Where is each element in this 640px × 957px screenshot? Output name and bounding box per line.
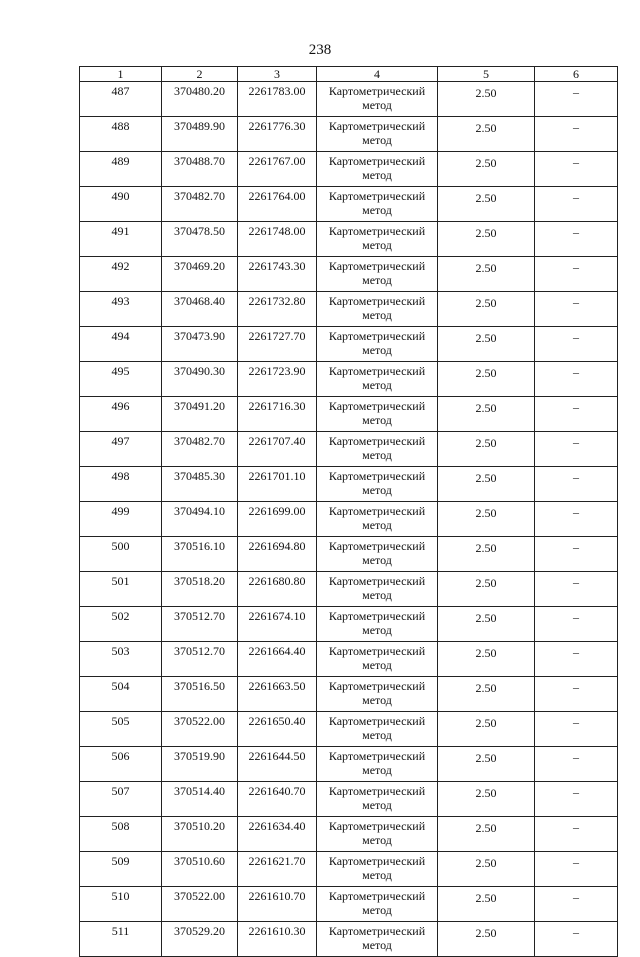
method-cell (317, 82, 438, 117)
method-line-1: Картометрический (328, 329, 426, 343)
table-row (80, 677, 618, 712)
y-coordinate-cell: 2261767.00 (238, 152, 317, 187)
y-coordinate-cell: 2261743.30 (238, 257, 317, 292)
x-coordinate-cell: 370514.40 (162, 782, 238, 817)
y-coordinate-cell: 2261680.80 (238, 572, 317, 607)
accuracy-cell: 2.50 (438, 817, 535, 852)
accuracy-cell: 2.50 (438, 432, 535, 467)
method-line-2: метод (362, 483, 392, 497)
method-cell (317, 187, 438, 222)
description-cell: – (535, 677, 618, 712)
x-coordinate-cell: 370488.70 (162, 152, 238, 187)
method-cell (317, 782, 438, 817)
method-line-1: Картометрический (328, 399, 426, 413)
description-cell: – (535, 642, 618, 677)
y-coordinate-cell: 2261640.70 (238, 782, 317, 817)
y-coordinate-cell: 2261732.80 (238, 292, 317, 327)
table-row (80, 572, 618, 607)
method-cell (317, 677, 438, 712)
method-line-2: метод (362, 343, 392, 357)
y-coordinate-cell: 2261776.30 (238, 117, 317, 152)
method-line-2: метод (362, 623, 392, 637)
method-line-2: метод (362, 798, 392, 812)
x-coordinate-cell: 370482.70 (162, 187, 238, 222)
method-cell (317, 712, 438, 747)
y-coordinate-cell: 2261674.10 (238, 607, 317, 642)
column-header-4: 4 (317, 67, 438, 82)
x-coordinate-cell: 370516.50 (162, 677, 238, 712)
method-cell (317, 117, 438, 152)
y-coordinate-cell: 2261716.30 (238, 397, 317, 432)
method-line-1: Картометрический (328, 819, 426, 833)
method-cell (317, 222, 438, 257)
method-cell (317, 327, 438, 362)
description-cell: – (535, 222, 618, 257)
method-line-2: метод (362, 168, 392, 182)
description-cell: – (535, 747, 618, 782)
method-line-2: метод (362, 728, 392, 742)
y-coordinate-cell: 2261621.70 (238, 852, 317, 887)
method-cell (317, 817, 438, 852)
x-coordinate-cell: 370512.70 (162, 607, 238, 642)
table-row (80, 502, 618, 537)
table-row (80, 817, 618, 852)
y-coordinate-cell: 2261610.30 (238, 922, 317, 957)
point-number-cell: 505 (80, 712, 162, 747)
method-cell (317, 922, 438, 957)
y-coordinate-cell: 2261783.00 (238, 82, 317, 117)
accuracy-cell: 2.50 (438, 887, 535, 922)
table-row (80, 117, 618, 152)
y-coordinate-cell: 2261764.00 (238, 187, 317, 222)
description-cell: – (535, 187, 618, 222)
point-number-cell: 503 (80, 642, 162, 677)
x-coordinate-cell: 370519.90 (162, 747, 238, 782)
y-coordinate-cell: 2261707.40 (238, 432, 317, 467)
point-number-cell: 499 (80, 502, 162, 537)
accuracy-cell: 2.50 (438, 292, 535, 327)
table-row (80, 467, 618, 502)
y-coordinate-cell: 2261699.00 (238, 502, 317, 537)
method-line-1: Картометрический (328, 749, 426, 763)
method-line-1: Картометрический (328, 364, 426, 378)
description-cell: – (535, 292, 618, 327)
column-header-1: 1 (80, 67, 162, 82)
method-line-2: метод (362, 98, 392, 112)
table-row (80, 782, 618, 817)
table-row (80, 257, 618, 292)
method-cell (317, 607, 438, 642)
method-line-1: Картометрический (328, 189, 426, 203)
point-number-cell: 497 (80, 432, 162, 467)
method-cell (317, 152, 438, 187)
point-number-cell: 504 (80, 677, 162, 712)
header-row (80, 67, 618, 82)
description-cell: – (535, 782, 618, 817)
point-number-cell: 498 (80, 467, 162, 502)
method-line-1: Картометрический (328, 924, 426, 938)
point-number-cell: 501 (80, 572, 162, 607)
method-cell (317, 642, 438, 677)
method-line-1: Картометрический (328, 889, 426, 903)
table-row (80, 362, 618, 397)
accuracy-cell: 2.50 (438, 117, 535, 152)
method-line-2: метод (362, 378, 392, 392)
method-line-2: метод (362, 868, 392, 882)
method-cell (317, 362, 438, 397)
point-number-cell: 493 (80, 292, 162, 327)
accuracy-cell: 2.50 (438, 257, 535, 292)
x-coordinate-cell: 370478.50 (162, 222, 238, 257)
accuracy-cell: 2.50 (438, 152, 535, 187)
x-coordinate-cell: 370482.70 (162, 432, 238, 467)
accuracy-cell: 2.50 (438, 782, 535, 817)
method-line-2: метод (362, 413, 392, 427)
description-cell: – (535, 467, 618, 502)
description-cell: – (535, 117, 618, 152)
x-coordinate-cell: 370518.20 (162, 572, 238, 607)
y-coordinate-cell: 2261634.40 (238, 817, 317, 852)
method-line-1: Картометрический (328, 539, 426, 553)
table-row (80, 642, 618, 677)
table-row (80, 537, 618, 572)
description-cell: – (535, 82, 618, 117)
method-line-1: Картометрический (328, 784, 426, 798)
method-cell (317, 572, 438, 607)
y-coordinate-cell: 2261663.50 (238, 677, 317, 712)
column-header-6: 6 (535, 67, 618, 82)
point-number-cell: 510 (80, 887, 162, 922)
page-number: 238 (308, 42, 332, 58)
y-coordinate-cell: 2261727.70 (238, 327, 317, 362)
accuracy-cell: 2.50 (438, 572, 535, 607)
x-coordinate-cell: 370494.10 (162, 502, 238, 537)
method-line-2: метод (362, 903, 392, 917)
point-number-cell: 500 (80, 537, 162, 572)
method-line-2: метод (362, 203, 392, 217)
method-line-2: метод (362, 448, 392, 462)
method-line-2: метод (362, 308, 392, 322)
description-cell: – (535, 572, 618, 607)
x-coordinate-cell: 370469.20 (162, 257, 238, 292)
x-coordinate-cell: 370490.30 (162, 362, 238, 397)
y-coordinate-cell: 2261644.50 (238, 747, 317, 782)
y-coordinate-cell: 2261694.80 (238, 537, 317, 572)
x-coordinate-cell: 370468.40 (162, 292, 238, 327)
table-row (80, 292, 618, 327)
y-coordinate-cell: 2261723.90 (238, 362, 317, 397)
method-cell (317, 887, 438, 922)
table-row (80, 887, 618, 922)
point-number-cell: 502 (80, 607, 162, 642)
x-coordinate-cell: 370516.10 (162, 537, 238, 572)
method-line-1: Картометрический (328, 224, 426, 238)
method-cell (317, 397, 438, 432)
x-coordinate-cell: 370485.30 (162, 467, 238, 502)
description-cell: – (535, 817, 618, 852)
description-cell: – (535, 327, 618, 362)
method-line-1: Картометрический (328, 119, 426, 133)
method-cell (317, 467, 438, 502)
point-number-cell: 507 (80, 782, 162, 817)
method-line-2: метод (362, 833, 392, 847)
x-coordinate-cell: 370522.00 (162, 712, 238, 747)
description-cell: – (535, 257, 618, 292)
table-row (80, 187, 618, 222)
description-cell: – (535, 432, 618, 467)
method-line-1: Картометрический (328, 84, 426, 98)
table-row (80, 327, 618, 362)
accuracy-cell: 2.50 (438, 502, 535, 537)
method-line-1: Картометрический (328, 854, 426, 868)
accuracy-cell: 2.50 (438, 537, 535, 572)
point-number-cell: 487 (80, 82, 162, 117)
y-coordinate-cell: 2261748.00 (238, 222, 317, 257)
method-line-2: метод (362, 588, 392, 602)
point-number-cell: 492 (80, 257, 162, 292)
method-cell (317, 502, 438, 537)
accuracy-cell: 2.50 (438, 327, 535, 362)
method-line-2: метод (362, 238, 392, 252)
table-row (80, 607, 618, 642)
point-number-cell: 496 (80, 397, 162, 432)
description-cell: – (535, 922, 618, 957)
x-coordinate-cell: 370491.20 (162, 397, 238, 432)
table-row (80, 852, 618, 887)
x-coordinate-cell: 370522.00 (162, 887, 238, 922)
description-cell: – (535, 362, 618, 397)
x-coordinate-cell: 370512.70 (162, 642, 238, 677)
method-cell (317, 852, 438, 887)
point-number-cell: 509 (80, 852, 162, 887)
method-line-1: Картометрический (328, 154, 426, 168)
point-number-cell: 488 (80, 117, 162, 152)
table-row (80, 432, 618, 467)
method-line-1: Картометрический (328, 469, 426, 483)
x-coordinate-cell: 370473.90 (162, 327, 238, 362)
method-line-1: Картометрический (328, 714, 426, 728)
description-cell: – (535, 502, 618, 537)
method-line-2: метод (362, 693, 392, 707)
method-line-1: Картометрический (328, 574, 426, 588)
coordinates-table (79, 66, 618, 957)
y-coordinate-cell: 2261664.40 (238, 642, 317, 677)
description-cell: – (535, 397, 618, 432)
method-cell (317, 292, 438, 327)
x-coordinate-cell: 370510.60 (162, 852, 238, 887)
accuracy-cell: 2.50 (438, 852, 535, 887)
point-number-cell: 491 (80, 222, 162, 257)
column-header-3: 3 (238, 67, 317, 82)
accuracy-cell: 2.50 (438, 712, 535, 747)
y-coordinate-cell: 2261610.70 (238, 887, 317, 922)
y-coordinate-cell: 2261701.10 (238, 467, 317, 502)
point-number-cell: 506 (80, 747, 162, 782)
method-line-1: Картометрический (328, 434, 426, 448)
x-coordinate-cell: 370529.20 (162, 922, 238, 957)
point-number-cell: 495 (80, 362, 162, 397)
accuracy-cell: 2.50 (438, 642, 535, 677)
column-header-5: 5 (438, 67, 535, 82)
accuracy-cell: 2.50 (438, 397, 535, 432)
accuracy-cell: 2.50 (438, 82, 535, 117)
accuracy-cell: 2.50 (438, 607, 535, 642)
accuracy-cell: 2.50 (438, 677, 535, 712)
column-header-2: 2 (162, 67, 238, 82)
accuracy-cell: 2.50 (438, 747, 535, 782)
description-cell: – (535, 152, 618, 187)
description-cell: – (535, 607, 618, 642)
method-cell (317, 747, 438, 782)
table-row (80, 712, 618, 747)
accuracy-cell: 2.50 (438, 922, 535, 957)
method-line-2: метод (362, 518, 392, 532)
y-coordinate-cell: 2261650.40 (238, 712, 317, 747)
table-row (80, 397, 618, 432)
table-row (80, 747, 618, 782)
accuracy-cell: 2.50 (438, 467, 535, 502)
x-coordinate-cell: 370489.90 (162, 117, 238, 152)
x-coordinate-cell: 370480.20 (162, 82, 238, 117)
method-line-1: Картометрический (328, 644, 426, 658)
method-line-2: метод (362, 658, 392, 672)
point-number-cell: 508 (80, 817, 162, 852)
method-cell (317, 432, 438, 467)
description-cell: – (535, 852, 618, 887)
x-coordinate-cell: 370510.20 (162, 817, 238, 852)
table-row (80, 152, 618, 187)
table-row (80, 922, 618, 957)
method-line-2: метод (362, 938, 392, 952)
point-number-cell: 490 (80, 187, 162, 222)
table-row (80, 82, 618, 117)
method-line-1: Картометрический (328, 294, 426, 308)
description-cell: – (535, 712, 618, 747)
accuracy-cell: 2.50 (438, 222, 535, 257)
accuracy-cell: 2.50 (438, 187, 535, 222)
method-line-1: Картометрический (328, 609, 426, 623)
method-line-1: Картометрический (328, 259, 426, 273)
method-line-2: метод (362, 763, 392, 777)
table-row (80, 222, 618, 257)
description-cell: – (535, 537, 618, 572)
method-cell (317, 537, 438, 572)
method-line-1: Картометрический (328, 679, 426, 693)
description-cell: – (535, 887, 618, 922)
method-line-2: метод (362, 553, 392, 567)
accuracy-cell: 2.50 (438, 362, 535, 397)
method-cell (317, 257, 438, 292)
method-line-1: Картометрический (328, 504, 426, 518)
method-line-2: метод (362, 133, 392, 147)
point-number-cell: 489 (80, 152, 162, 187)
point-number-cell: 511 (80, 922, 162, 957)
point-number-cell: 494 (80, 327, 162, 362)
method-line-2: метод (362, 273, 392, 287)
